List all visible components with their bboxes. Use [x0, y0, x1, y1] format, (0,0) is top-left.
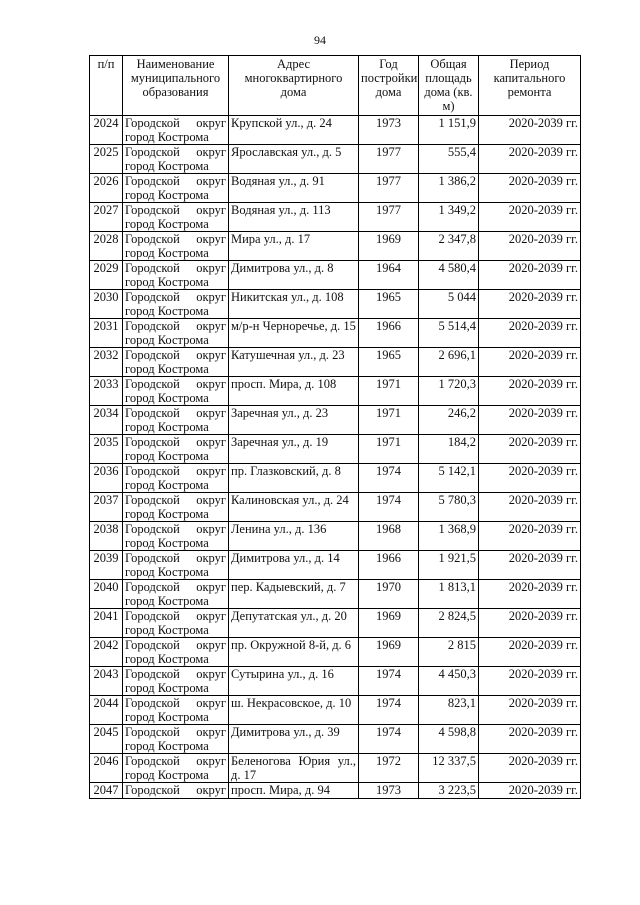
table-row [90, 754, 581, 783]
table-row [90, 377, 581, 406]
municipality-word-1: Городской [125, 725, 180, 739]
municipality-word-1: Городской [125, 696, 180, 710]
address-cell: Никитская ул., д. 108 [229, 290, 359, 319]
municipality-line-2: город Кострома [125, 246, 209, 260]
municipality-word-2: округ [196, 609, 226, 623]
row-number: 2032 [90, 348, 123, 377]
year-cell: 1974 [359, 725, 419, 754]
address-cell: Водяная ул., д. 91 [229, 174, 359, 203]
address-cell: м/р-н Черноречье, д. 15 [229, 319, 359, 348]
municipality-word-2: округ [196, 319, 226, 333]
period-cell: 2020-2039 гг. [479, 667, 581, 696]
period-cell: 2020-2039 гг. [479, 319, 581, 348]
municipality-word-1: Городской [125, 783, 180, 797]
period-cell: 2020-2039 гг. [479, 725, 581, 754]
municipality-line-2: город Кострома [125, 420, 209, 434]
municipality-line-2: город Кострома [125, 362, 209, 376]
municipality-word-1: Городской [125, 290, 180, 304]
municipality-word-1: Городской [125, 435, 180, 449]
address-cell: ш. Некрасовское, д. 10 [229, 696, 359, 725]
municipality-line-2: город Кострома [125, 391, 209, 405]
table-row [90, 232, 581, 261]
municipality-word-1: Городской [125, 464, 180, 478]
municipality-word-2: округ [196, 232, 226, 246]
municipality-word-1: Городской [125, 754, 180, 768]
area-cell: 823,1 [419, 696, 479, 725]
year-cell: 1968 [359, 522, 419, 551]
address-cell: Димитрова ул., д. 8 [229, 261, 359, 290]
area-cell: 1 151,9 [419, 116, 479, 145]
municipality-line-2: город Кострома [125, 217, 209, 231]
address-cell: Калиновская ул., д. 24 [229, 493, 359, 522]
municipality-line-2: город Кострома [125, 478, 209, 492]
page-number: 94 [314, 33, 326, 47]
municipality-word-2: округ [196, 667, 226, 681]
municipality-word-1: Городской [125, 406, 180, 420]
municipality-cell [123, 232, 229, 261]
year-cell: 1974 [359, 696, 419, 725]
table-row [90, 348, 581, 377]
row-number: 2044 [90, 696, 123, 725]
period-cell: 2020-2039 гг. [479, 638, 581, 667]
municipality-line-2: город Кострома [125, 739, 209, 753]
year-cell: 1973 [359, 783, 419, 799]
table-row [90, 551, 581, 580]
municipality-line-2: город Кострома [125, 710, 209, 724]
area-cell: 5 142,1 [419, 464, 479, 493]
year-cell: 1970 [359, 580, 419, 609]
address-cell: пер. Кадыевский, д. 7 [229, 580, 359, 609]
table-body [90, 116, 581, 799]
area-cell: 2 347,8 [419, 232, 479, 261]
municipality-word-1: Городской [125, 319, 180, 333]
row-number: 2042 [90, 638, 123, 667]
municipality-word-1: Городской [125, 261, 180, 275]
municipality-word-2: округ [196, 377, 226, 391]
period-cell: 2020-2039 гг. [479, 290, 581, 319]
row-number: 2027 [90, 203, 123, 232]
municipality-cell [123, 667, 229, 696]
year-cell: 1969 [359, 638, 419, 667]
year-cell: 1972 [359, 754, 419, 783]
row-number: 2030 [90, 290, 123, 319]
municipality-word-2: округ [196, 725, 226, 739]
period-cell: 2020-2039 гг. [479, 609, 581, 638]
municipality-word-2: округ [196, 638, 226, 652]
period-cell: 2020-2039 гг. [479, 464, 581, 493]
municipality-line-2: город Кострома [125, 188, 209, 202]
year-cell: 1965 [359, 348, 419, 377]
row-number: 2035 [90, 435, 123, 464]
table-row [90, 406, 581, 435]
municipality-word-1: Городской [125, 203, 180, 217]
area-cell: 4 580,4 [419, 261, 479, 290]
header-area: Общая площадь дома (кв. м) [419, 56, 479, 116]
municipality-cell [123, 406, 229, 435]
municipality-word-1: Городской [125, 609, 180, 623]
year-cell: 1969 [359, 609, 419, 638]
municipality-line-2: город Кострома [125, 565, 209, 579]
area-cell: 555,4 [419, 145, 479, 174]
municipality-line-2: город Кострома [125, 159, 209, 173]
row-number: 2026 [90, 174, 123, 203]
row-number: 2037 [90, 493, 123, 522]
address-cell: Водяная ул., д. 113 [229, 203, 359, 232]
period-cell: 2020-2039 гг. [479, 435, 581, 464]
municipality-word-1: Городской [125, 232, 180, 246]
table-row [90, 696, 581, 725]
municipality-word-1: Городской [125, 348, 180, 362]
period-cell: 2020-2039 гг. [479, 522, 581, 551]
table-row [90, 261, 581, 290]
area-cell: 5 044 [419, 290, 479, 319]
area-cell: 1 720,3 [419, 377, 479, 406]
area-cell: 3 223,5 [419, 783, 479, 799]
municipality-word-2: округ [196, 406, 226, 420]
address-cell: Димитрова ул., д. 14 [229, 551, 359, 580]
row-number: 2043 [90, 667, 123, 696]
table-row [90, 580, 581, 609]
area-cell: 5 514,4 [419, 319, 479, 348]
area-cell: 2 696,1 [419, 348, 479, 377]
year-cell: 1977 [359, 174, 419, 203]
header-address: Адрес многоквартирного дома [229, 56, 359, 116]
municipality-word-2: округ [196, 522, 226, 536]
municipality-word-2: округ [196, 754, 226, 768]
row-number: 2039 [90, 551, 123, 580]
period-cell: 2020-2039 гг. [479, 145, 581, 174]
address-cell: Заречная ул., д. 19 [229, 435, 359, 464]
municipality-line-2: город Кострома [125, 275, 209, 289]
period-cell: 2020-2039 гг. [479, 754, 581, 783]
municipality-line-2: город Кострома [125, 768, 209, 782]
year-cell: 1966 [359, 319, 419, 348]
municipality-word-2: округ [196, 290, 226, 304]
period-cell: 2020-2039 гг. [479, 696, 581, 725]
municipality-word-1: Городской [125, 522, 180, 536]
municipality-line-2: город Кострома [125, 594, 209, 608]
municipality-word-1: Городской [125, 551, 180, 565]
municipality-cell [123, 551, 229, 580]
header-year: Год постройки дома [359, 56, 419, 116]
municipality-cell [123, 493, 229, 522]
address-cell: Катушечная ул., д. 23 [229, 348, 359, 377]
area-cell: 4 450,3 [419, 667, 479, 696]
area-cell: 246,2 [419, 406, 479, 435]
period-cell: 2020-2039 гг. [479, 348, 581, 377]
area-cell: 2 824,5 [419, 609, 479, 638]
row-number: 2033 [90, 377, 123, 406]
area-cell: 12 337,5 [419, 754, 479, 783]
municipality-word-1: Городской [125, 116, 180, 130]
table-row [90, 435, 581, 464]
year-cell: 1974 [359, 667, 419, 696]
address-cell: Депутатская ул., д. 20 [229, 609, 359, 638]
municipality-line-2: город Кострома [125, 333, 209, 347]
municipality-cell [123, 174, 229, 203]
table-row [90, 609, 581, 638]
period-cell: 2020-2039 гг. [479, 551, 581, 580]
municipality-word-1: Городской [125, 493, 180, 507]
municipality-cell [123, 696, 229, 725]
municipality-cell [123, 290, 229, 319]
year-cell: 1977 [359, 145, 419, 174]
row-number: 2024 [90, 116, 123, 145]
table-row [90, 319, 581, 348]
municipality-word-2: округ [196, 116, 226, 130]
table-row [90, 667, 581, 696]
municipality-word-2: округ [196, 145, 226, 159]
table-row [90, 725, 581, 754]
period-cell: 2020-2039 гг. [479, 232, 581, 261]
municipality-word-2: округ [196, 783, 226, 797]
year-cell: 1971 [359, 406, 419, 435]
municipality-word-1: Городской [125, 174, 180, 188]
row-number: 2046 [90, 754, 123, 783]
municipality-cell [123, 754, 229, 783]
municipality-cell [123, 580, 229, 609]
municipality-cell [123, 638, 229, 667]
municipality-word-2: округ [196, 551, 226, 565]
area-cell: 1 813,1 [419, 580, 479, 609]
municipality-cell [123, 348, 229, 377]
period-cell: 2020-2039 гг. [479, 203, 581, 232]
municipality-cell [123, 377, 229, 406]
municipality-cell [123, 464, 229, 493]
period-cell: 2020-2039 гг. [479, 580, 581, 609]
municipality-word-2: округ [196, 435, 226, 449]
municipality-cell [123, 319, 229, 348]
year-cell: 1971 [359, 377, 419, 406]
table-row [90, 116, 581, 145]
table-row [90, 145, 581, 174]
area-cell: 2 815 [419, 638, 479, 667]
address-cell: пр. Глазковский, д. 8 [229, 464, 359, 493]
area-cell: 1 368,9 [419, 522, 479, 551]
municipality-word-2: округ [196, 580, 226, 594]
municipality-line-2: город Кострома [125, 623, 209, 637]
header-num: п/п [90, 56, 123, 116]
municipality-cell [123, 203, 229, 232]
address-cell: Крупской ул., д. 24 [229, 116, 359, 145]
address-cell: просп. Мира, д. 108 [229, 377, 359, 406]
address-cell: Мира ул., д. 17 [229, 232, 359, 261]
municipality-word-1: Городской [125, 638, 180, 652]
year-cell: 1974 [359, 493, 419, 522]
address-cell: пр. Окружной 8-й, д. 6 [229, 638, 359, 667]
municipality-cell [123, 261, 229, 290]
period-cell: 2020-2039 гг. [479, 116, 581, 145]
table-row [90, 522, 581, 551]
address-cell: Ярославская ул., д. 5 [229, 145, 359, 174]
area-cell: 1 349,2 [419, 203, 479, 232]
header-municipality: Наименование муниципального образования [123, 56, 229, 116]
municipality-line-2: город Кострома [125, 536, 209, 550]
year-cell: 1977 [359, 203, 419, 232]
area-cell: 4 598,8 [419, 725, 479, 754]
municipality-word-2: округ [196, 203, 226, 217]
municipality-cell [123, 522, 229, 551]
municipality-word-1: Городской [125, 580, 180, 594]
table-row [90, 638, 581, 667]
table-row [90, 203, 581, 232]
municipality-cell [123, 145, 229, 174]
row-number: 2047 [90, 783, 123, 799]
table-row [90, 783, 581, 799]
table-row [90, 290, 581, 319]
period-cell: 2020-2039 гг. [479, 406, 581, 435]
row-number: 2029 [90, 261, 123, 290]
table-row [90, 493, 581, 522]
year-cell: 1971 [359, 435, 419, 464]
municipality-cell [123, 783, 229, 799]
municipality-word-2: округ [196, 174, 226, 188]
municipality-cell [123, 435, 229, 464]
period-cell: 2020-2039 гг. [479, 493, 581, 522]
municipality-cell [123, 609, 229, 638]
year-cell: 1974 [359, 464, 419, 493]
address-cell: Сутырина ул., д. 16 [229, 667, 359, 696]
area-cell: 1 921,5 [419, 551, 479, 580]
municipality-cell [123, 116, 229, 145]
header-period: Период капитального ремонта [479, 56, 581, 116]
area-cell: 5 780,3 [419, 493, 479, 522]
address-cell: просп. Мира, д. 94 [229, 783, 359, 799]
year-cell: 1964 [359, 261, 419, 290]
table-row [90, 174, 581, 203]
municipality-cell [123, 725, 229, 754]
municipality-word-1: Городской [125, 667, 180, 681]
municipality-line-2: город Кострома [125, 449, 209, 463]
municipality-line-2: город Кострома [125, 304, 209, 318]
year-cell: 1973 [359, 116, 419, 145]
address-cell: Ленина ул., д. 136 [229, 522, 359, 551]
year-cell: 1966 [359, 551, 419, 580]
header-row [90, 56, 581, 116]
row-number: 2040 [90, 580, 123, 609]
row-number: 2031 [90, 319, 123, 348]
row-number: 2036 [90, 464, 123, 493]
municipality-word-1: Городской [125, 377, 180, 391]
municipality-word-1: Городской [125, 145, 180, 159]
address-cell: Димитрова ул., д. 39 [229, 725, 359, 754]
period-cell: 2020-2039 гг. [479, 783, 581, 799]
period-cell: 2020-2039 гг. [479, 261, 581, 290]
row-number: 2045 [90, 725, 123, 754]
row-number: 2038 [90, 522, 123, 551]
period-cell: 2020-2039 гг. [479, 377, 581, 406]
municipality-line-2: город Кострома [125, 507, 209, 521]
year-cell: 1969 [359, 232, 419, 261]
municipality-word-2: округ [196, 464, 226, 478]
municipality-word-2: округ [196, 696, 226, 710]
municipality-word-2: округ [196, 493, 226, 507]
row-number: 2025 [90, 145, 123, 174]
municipality-line-2: город Кострома [125, 130, 209, 144]
area-cell: 1 386,2 [419, 174, 479, 203]
municipality-line-2: город Кострома [125, 681, 209, 695]
municipality-line-2: город Кострома [125, 652, 209, 666]
row-number: 2034 [90, 406, 123, 435]
address-cell: Беленогова Юрия ул., д. 17 [229, 754, 359, 783]
year-cell: 1965 [359, 290, 419, 319]
address-cell: Заречная ул., д. 23 [229, 406, 359, 435]
housing-registry-table [89, 55, 581, 799]
municipality-word-2: округ [196, 261, 226, 275]
table-row [90, 464, 581, 493]
municipality-word-2: округ [196, 348, 226, 362]
row-number: 2028 [90, 232, 123, 261]
area-cell: 184,2 [419, 435, 479, 464]
row-number: 2041 [90, 609, 123, 638]
table-header [90, 56, 581, 116]
period-cell: 2020-2039 гг. [479, 174, 581, 203]
